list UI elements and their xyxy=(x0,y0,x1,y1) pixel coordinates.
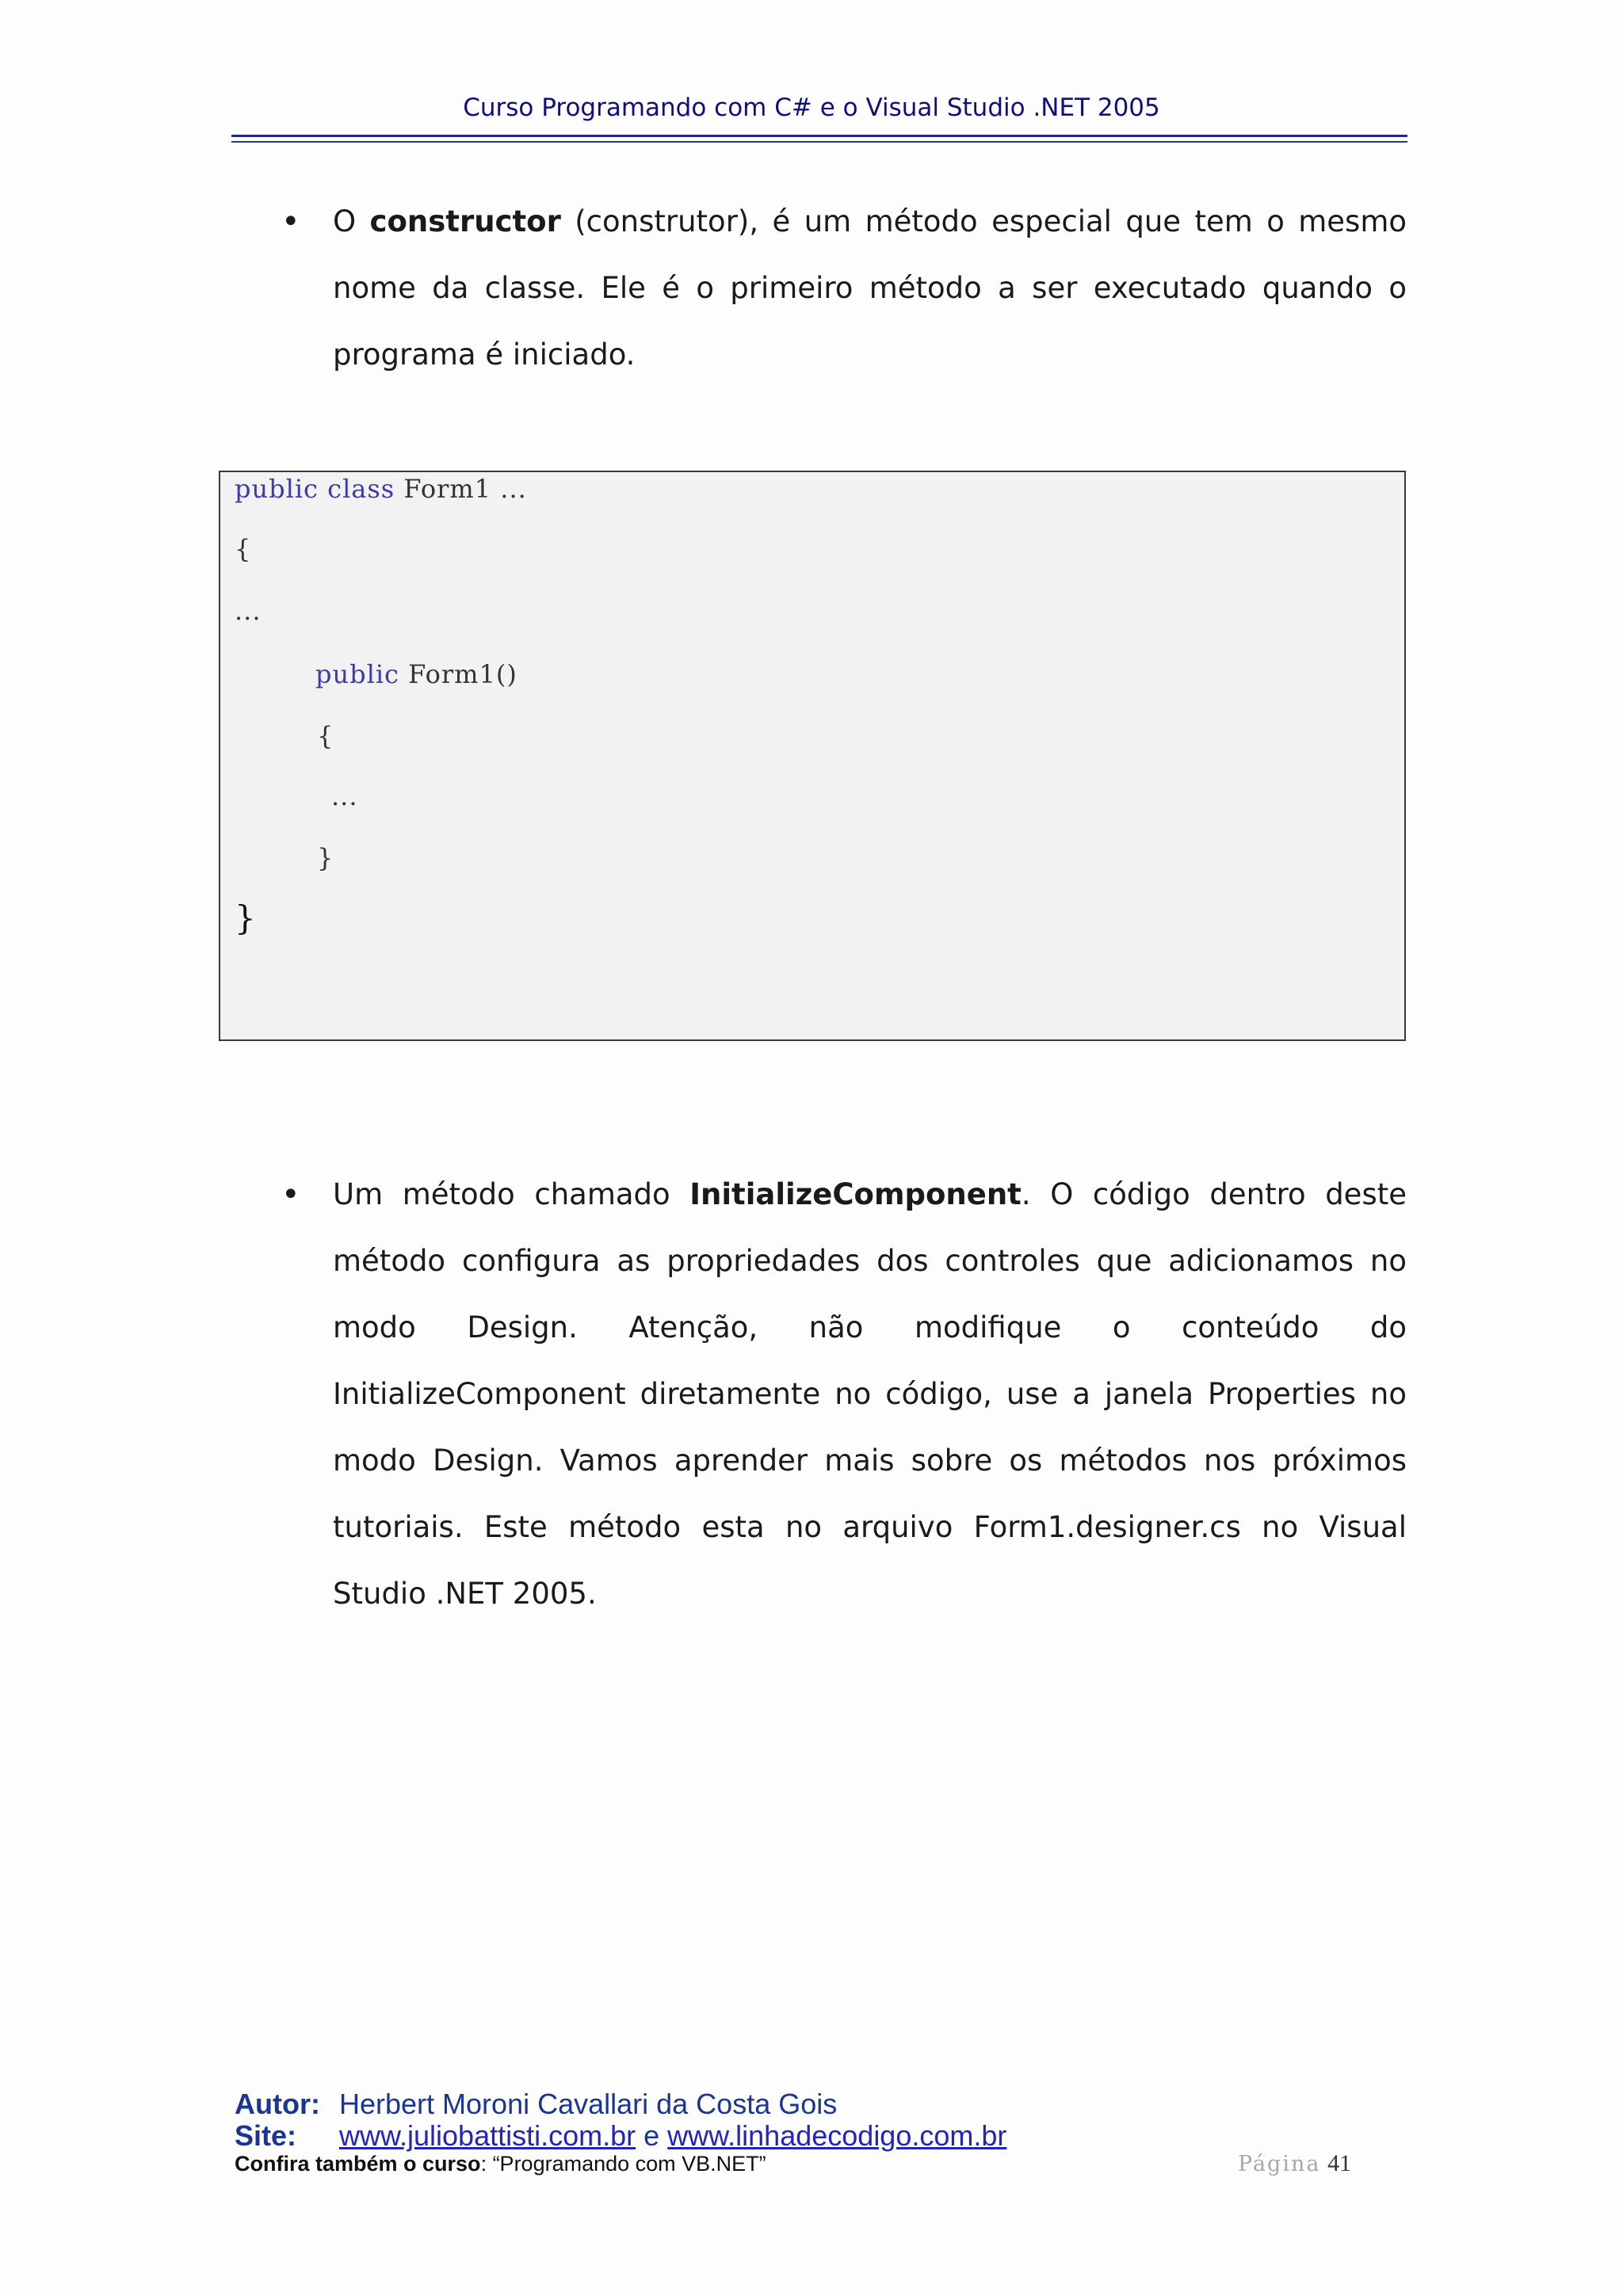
footer-link-linhadecodigo[interactable]: www.linhadecodigo.com.br xyxy=(667,2119,1007,2152)
footer-site-separator: e xyxy=(636,2119,668,2152)
page-number xyxy=(1238,2150,1351,2177)
bullet-item-constructor xyxy=(281,189,1407,388)
code-keyword: public xyxy=(315,659,399,689)
footer-author xyxy=(235,2088,837,2120)
page-number-label: Página xyxy=(1238,2152,1321,2176)
code-line xyxy=(315,659,517,689)
code-line: } xyxy=(317,843,334,873)
running-header-title: Curso Programando com C# e o Visual Studio .NET 2005 xyxy=(463,93,1160,122)
bullet-term: constructor xyxy=(369,204,561,238)
page-number-value: 41 xyxy=(1327,2150,1352,2176)
code-line: ... xyxy=(235,596,262,626)
header-rule-secondary xyxy=(231,141,1407,143)
footer-note xyxy=(235,2152,766,2176)
code-line: { xyxy=(235,534,252,564)
footer-author-name: Herbert Moroni Cavallari da Costa Gois xyxy=(339,2088,838,2120)
bullet-text-part: (construtor), é um método especial que tem o mesmo nome da classe. Ele é o primeiro método a ser executado quando o programa é iniciado. xyxy=(333,204,1407,372)
code-text: Form1 ... xyxy=(395,474,527,504)
code-line: { xyxy=(317,721,334,751)
code-line: } xyxy=(235,898,257,937)
footer-link-juliobattisti[interactable]: www.juliobattisti.com.br xyxy=(339,2119,636,2152)
footer-note-bold: Confira também o curso xyxy=(235,2152,481,2176)
code-line xyxy=(235,474,527,504)
code-block xyxy=(219,471,1406,1041)
bullet-text-part: Um método chamado xyxy=(333,1177,690,1211)
header-rule xyxy=(231,135,1407,137)
bullet-text-initialize-component xyxy=(333,1161,1407,1627)
bullet-text-part: . O código dentro deste método configura as propriedades dos controles que adicionamos no modo Design. Atenção, não modifique o conteúdo do InitializeComponent diretamente no código, use a janela Properties no modo Design. Vamos aprender mais sobre os métodos nos próximos tutoriais. Este método esta no arquivo Form1.designer.cs no Visual Studio .NET 2005. xyxy=(333,1177,1407,1611)
bullet-term: InitializeComponent xyxy=(689,1177,1022,1211)
bullet-dot-icon: • xyxy=(281,204,300,240)
bullet-dot-icon: • xyxy=(281,1177,300,1213)
footer-site xyxy=(235,2120,1006,2152)
footer-site-label: Site: xyxy=(235,2119,297,2152)
footer-author-label: Autor: xyxy=(235,2088,320,2120)
code-line: ... xyxy=(331,781,358,811)
code-keyword: public class xyxy=(235,474,395,504)
bullet-text-part: O xyxy=(333,204,370,238)
code-text: Form1() xyxy=(399,659,517,689)
bullet-text-constructor xyxy=(333,189,1407,388)
footer-note-rest: : “Programando com VB.NET” xyxy=(480,2152,766,2176)
bullet-item-initialize-component xyxy=(281,1161,1407,1627)
